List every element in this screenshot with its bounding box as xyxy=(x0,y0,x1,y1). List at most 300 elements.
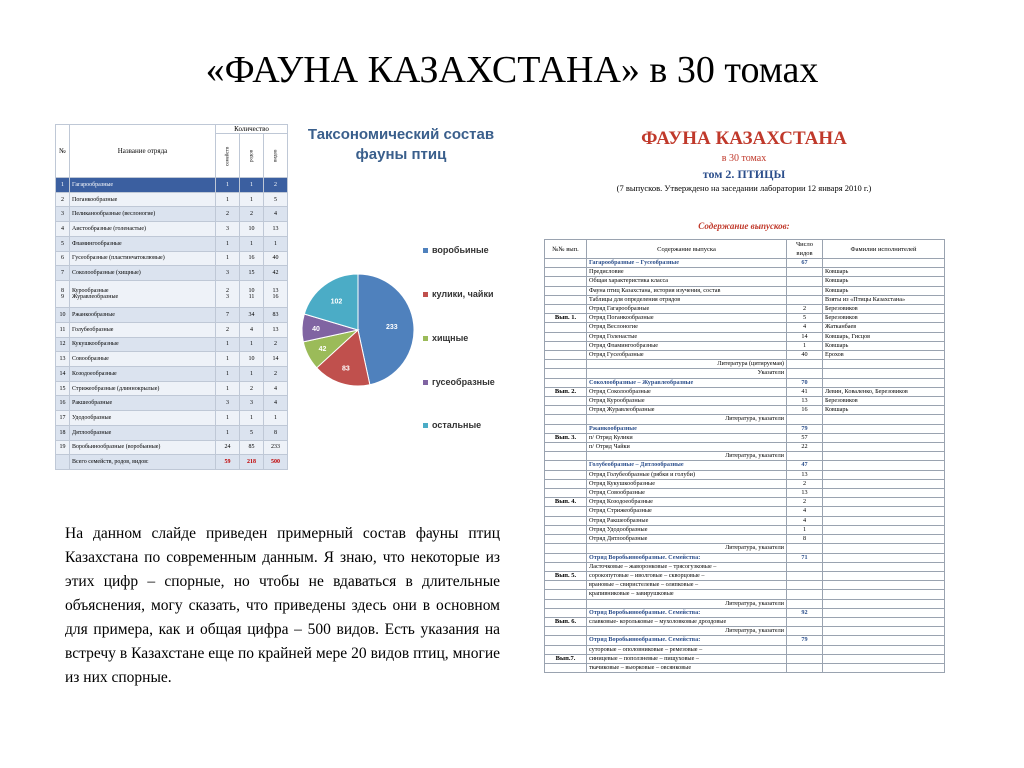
authors-cell xyxy=(823,535,945,544)
count-cell xyxy=(787,617,823,626)
count-cell: 71 xyxy=(787,553,823,562)
table-row xyxy=(545,461,945,470)
order-no-cell: 8 9 xyxy=(56,280,70,307)
order-name-cell: Удодообразные xyxy=(70,411,216,426)
genera-cell: 16 xyxy=(240,251,264,266)
vyp-cell: Вып. 5. xyxy=(545,571,587,580)
vyp-cell xyxy=(545,553,587,562)
vyp-cell xyxy=(545,277,587,286)
count-cell xyxy=(787,654,823,663)
table-row xyxy=(545,314,945,323)
content-cell: Отряд Кукушкообразные xyxy=(587,479,787,488)
vyp-cell xyxy=(545,268,587,277)
genera-cell: 15 xyxy=(240,266,264,281)
order-no-cell: 12 xyxy=(56,337,70,352)
order-no-cell: 6 xyxy=(56,251,70,266)
authors-cell: Ковшарь xyxy=(823,286,945,295)
count-cell xyxy=(787,599,823,608)
authors-cell: Левин, Коваленко, Березовиков xyxy=(823,387,945,396)
species-cell: 13 xyxy=(264,322,288,337)
count-cell: 2 xyxy=(787,479,823,488)
authors-cell xyxy=(823,507,945,516)
table-row xyxy=(545,397,945,406)
authors-cell xyxy=(823,663,945,672)
vyp-cell xyxy=(545,461,587,470)
table-row xyxy=(545,590,945,599)
authors-cell xyxy=(823,470,945,479)
authors-cell: Ковшарь, Гисцов xyxy=(823,332,945,341)
families-cell: 3 xyxy=(216,222,240,237)
vyp-cell xyxy=(545,424,587,433)
pie-data-label: 233 xyxy=(385,323,398,331)
order-name-cell: Аистообразные (голенастые) xyxy=(70,222,216,237)
table-row xyxy=(545,305,945,314)
order-name-cell: Соколообразные (хищные) xyxy=(70,266,216,281)
col-no-header: № xyxy=(56,125,70,178)
content-cell: синицевые – поползневые – пищуховые – xyxy=(587,654,787,663)
families-cell: 1 xyxy=(216,236,240,251)
col-species-header: видов xyxy=(264,134,288,178)
legend-label: хищные xyxy=(432,333,469,343)
pie-data-label: 83 xyxy=(341,365,350,373)
count-cell: 13 xyxy=(787,470,823,479)
species-cell: 5 xyxy=(264,192,288,207)
vyp-cell xyxy=(545,259,587,268)
content-cell: Отряд Стрижеобразные xyxy=(587,507,787,516)
count-cell: 41 xyxy=(787,387,823,396)
families-cell: 7 xyxy=(216,308,240,323)
table-row xyxy=(545,617,945,626)
vyp-cell: Вып.7. xyxy=(545,654,587,663)
pie-data-label: 40 xyxy=(312,325,320,333)
count-cell: 1 xyxy=(787,525,823,534)
table-row xyxy=(56,207,288,222)
pie-chart xyxy=(298,270,418,390)
count-cell: 67 xyxy=(787,259,823,268)
order-no-cell: 10 xyxy=(56,308,70,323)
order-name-cell: Голубеобразные xyxy=(70,322,216,337)
content-cell: Литература, указатели xyxy=(587,627,787,636)
vyp-cell xyxy=(545,406,587,415)
families-cell: 1 xyxy=(216,251,240,266)
authors-cell xyxy=(823,571,945,580)
content-cell: Отряд Воробьинообразные. Семейства: xyxy=(587,553,787,562)
vyp-cell xyxy=(545,415,587,424)
species-cell: 2 xyxy=(264,367,288,382)
order-no-cell: 16 xyxy=(56,396,70,411)
vyp-cell xyxy=(545,645,587,654)
vyp-cell xyxy=(545,663,587,672)
authors-cell xyxy=(823,544,945,553)
table-row xyxy=(545,351,945,360)
table-row xyxy=(545,443,945,452)
families-cell: 2 xyxy=(216,207,240,222)
order-no-cell: 18 xyxy=(56,425,70,440)
count-cell: 4 xyxy=(787,323,823,332)
table-row xyxy=(56,367,288,382)
legend-item xyxy=(423,289,493,299)
col-content-header: Содержание выпуска xyxy=(587,240,787,259)
authors-cell xyxy=(823,617,945,626)
content-cell: Таблицы для определения отрядов xyxy=(587,295,787,304)
table-row xyxy=(545,553,945,562)
genera-cell: 10 xyxy=(240,222,264,237)
content-cell: Отряд Журавлеобразные xyxy=(587,406,787,415)
count-cell: 79 xyxy=(787,424,823,433)
table-row xyxy=(545,627,945,636)
table-row xyxy=(56,192,288,207)
count-cell: 40 xyxy=(787,351,823,360)
vyp-cell xyxy=(545,516,587,525)
table-row xyxy=(545,433,945,442)
vyp-cell xyxy=(545,507,587,516)
content-cell: Отряд Воробьинообразные. Семейства: xyxy=(587,608,787,617)
content-cell: Отряд Фламингообразные xyxy=(587,341,787,350)
genera-cell: 10 11 xyxy=(240,280,264,307)
authors-cell xyxy=(823,590,945,599)
vyp-cell xyxy=(545,378,587,387)
col-count-header: Число видов xyxy=(787,240,823,259)
content-cell: врановые – свиристелевые – оляпковые – xyxy=(587,581,787,590)
table-row xyxy=(56,280,288,307)
table-row xyxy=(545,599,945,608)
pie-data-label: 102 xyxy=(330,298,343,306)
families-cell: 3 xyxy=(216,396,240,411)
count-cell: 4 xyxy=(787,507,823,516)
species-cell: 2 xyxy=(264,337,288,352)
table-row xyxy=(545,406,945,415)
genera-cell: 1 xyxy=(240,192,264,207)
genera-cell: 1 xyxy=(240,178,264,193)
legend-swatch xyxy=(423,423,428,428)
table-row xyxy=(545,636,945,645)
families-cell: 1 xyxy=(216,352,240,367)
species-cell: 83 xyxy=(264,308,288,323)
genera-cell: 1 xyxy=(240,236,264,251)
table-row xyxy=(56,337,288,352)
table-row xyxy=(545,544,945,553)
count-cell: 14 xyxy=(787,332,823,341)
count-cell: 5 xyxy=(787,314,823,323)
count-cell: 2 xyxy=(787,305,823,314)
order-no-cell: 19 xyxy=(56,440,70,455)
authors-cell: Ковшарь xyxy=(823,268,945,277)
order-no-cell: 2 xyxy=(56,192,70,207)
genera-cell: 34 xyxy=(240,308,264,323)
content-cell: Отряд Дятлообразные xyxy=(587,535,787,544)
col-families-header: семейств xyxy=(216,134,240,178)
count-cell: 70 xyxy=(787,378,823,387)
count-cell xyxy=(787,286,823,295)
vyp-cell xyxy=(545,351,587,360)
table-row xyxy=(56,222,288,237)
vyp-cell: Вып. 3. xyxy=(545,433,587,442)
order-no-cell: 11 xyxy=(56,322,70,337)
col-vyp-header: №№ вып. xyxy=(545,240,587,259)
authors-cell xyxy=(823,369,945,378)
order-name-cell: Поганкообразные xyxy=(70,192,216,207)
authors-cell xyxy=(823,562,945,571)
doc-contents-label: Содержание выпусков: xyxy=(698,221,790,231)
table-row xyxy=(545,516,945,525)
families-cell: 1 xyxy=(216,411,240,426)
legend-item xyxy=(423,420,481,430)
count-cell xyxy=(787,452,823,461)
authors-cell xyxy=(823,516,945,525)
content-cell: Литература, указатели xyxy=(587,452,787,461)
order-name-cell: Гусеобразные (пластинчатоклювые) xyxy=(70,251,216,266)
authors-cell xyxy=(823,525,945,534)
legend-item xyxy=(423,245,489,255)
content-cell: Предисловие xyxy=(587,268,787,277)
total-species-cell: 500 xyxy=(264,455,288,470)
genera-cell: 1 xyxy=(240,367,264,382)
vyp-cell xyxy=(545,397,587,406)
slide-title: «ФАУНА КАЗАХСТАНА» в 30 томах xyxy=(205,49,819,91)
count-cell: 79 xyxy=(787,636,823,645)
table-row xyxy=(56,381,288,396)
vyp-cell xyxy=(545,286,587,295)
species-cell: 4 xyxy=(264,396,288,411)
orders-body xyxy=(56,178,288,470)
count-cell xyxy=(787,277,823,286)
count-cell: 1 xyxy=(787,341,823,350)
count-cell xyxy=(787,571,823,580)
table-row xyxy=(545,387,945,396)
authors-cell: Ковшарь xyxy=(823,406,945,415)
authors-cell xyxy=(823,636,945,645)
order-name-cell: Стрижеобразные (длиннокрылые) xyxy=(70,381,216,396)
authors-cell: Березовиков xyxy=(823,397,945,406)
count-cell: 13 xyxy=(787,489,823,498)
content-cell: Отряд Ракшеобразные xyxy=(587,516,787,525)
vyp-cell xyxy=(545,341,587,350)
table-row xyxy=(545,360,945,369)
order-no-cell: 4 xyxy=(56,222,70,237)
content-cell: п/ Отряд Кулики xyxy=(587,433,787,442)
total-families-cell: 59 xyxy=(216,455,240,470)
count-cell xyxy=(787,369,823,378)
total-row xyxy=(56,455,288,470)
count-cell xyxy=(787,415,823,424)
total-genera-cell: 218 xyxy=(240,455,264,470)
table-row xyxy=(545,479,945,488)
vyp-cell xyxy=(545,443,587,452)
content-cell: Отряд Гагарообразные xyxy=(587,305,787,314)
count-cell: 92 xyxy=(787,608,823,617)
content-cell: Литература, указатели xyxy=(587,415,787,424)
vyp-cell: Вып. 4. xyxy=(545,498,587,507)
families-cell: 1 xyxy=(216,425,240,440)
legend-swatch xyxy=(423,292,428,297)
table-row xyxy=(56,266,288,281)
table-row xyxy=(56,396,288,411)
authors-cell xyxy=(823,452,945,461)
content-cell: крапивниковые – завирушковые xyxy=(587,590,787,599)
order-name-cell: Пеликанообразные (веслоногие) xyxy=(70,207,216,222)
content-cell: Отряд Поганкообразные xyxy=(587,314,787,323)
order-no-cell: 1 xyxy=(56,178,70,193)
legend-label: остальные xyxy=(432,420,482,430)
table-row xyxy=(545,323,945,332)
order-no-cell: 17 xyxy=(56,411,70,426)
authors-cell xyxy=(823,360,945,369)
content-cell: Отряд Голубеобразные (рябки и голуби) xyxy=(587,470,787,479)
content-cell: Указатели xyxy=(587,369,787,378)
vyp-cell: Вып. 6. xyxy=(545,617,587,626)
vyp-cell xyxy=(545,452,587,461)
authors-cell: Березовиков xyxy=(823,314,945,323)
count-cell xyxy=(787,544,823,553)
content-cell: Ласточковые – жаворонковые – трясогузковые – xyxy=(587,562,787,571)
vyp-cell: Вып. 2. xyxy=(545,387,587,396)
vyp-cell: Вып. 1. xyxy=(545,314,587,323)
families-cell: 2 3 xyxy=(216,280,240,307)
total-spacer-cell xyxy=(56,455,70,470)
table-row xyxy=(56,352,288,367)
genera-cell: 1 xyxy=(240,411,264,426)
vyp-cell xyxy=(545,479,587,488)
vyp-cell xyxy=(545,636,587,645)
body-text: На данном слайде приведен примерный состав фауны птиц Казахстана по современным данным. Я знаю, что некоторые из этих цифр – спорные, но чтобы не вдаваться в длительные объяснения, могу сказать, что приведены здесь они в основном для примера, как и общая цифра – 500 видов. Есть указания на встречу в Казахстане еще по крайней мере 20 видов птиц, многие из них спорные. xyxy=(65,525,500,686)
table-row xyxy=(56,425,288,440)
vyp-cell xyxy=(545,608,587,617)
order-name-cell: Козодоеобразные xyxy=(70,367,216,382)
content-cell: Отряд Совообразные xyxy=(587,489,787,498)
content-cell: сорокопутовые – иволговые – скворцовые – xyxy=(587,571,787,580)
total-label-cell: Всего семейств, родов, видов: xyxy=(70,455,216,470)
count-cell xyxy=(787,562,823,571)
col-name-header: Название отряда xyxy=(70,125,216,178)
count-cell xyxy=(787,590,823,599)
table-row xyxy=(545,424,945,433)
table-row xyxy=(545,562,945,571)
table-row xyxy=(56,178,288,193)
table-row xyxy=(545,654,945,663)
order-name-cell: Кукушкообразные xyxy=(70,337,216,352)
order-no-cell: 14 xyxy=(56,367,70,382)
content-cell: Литература, указатели xyxy=(587,544,787,553)
count-cell xyxy=(787,268,823,277)
content-cell: Литература (цитируемая) xyxy=(587,360,787,369)
families-cell: 1 xyxy=(216,337,240,352)
table-row xyxy=(545,452,945,461)
authors-cell: Ерохов xyxy=(823,351,945,360)
vyp-cell xyxy=(545,360,587,369)
order-name-cell: Ржанкообразные xyxy=(70,308,216,323)
families-cell: 1 xyxy=(216,192,240,207)
species-cell: 2 xyxy=(264,178,288,193)
content-cell: суторовые – ополовниковые – ремезовые – xyxy=(587,645,787,654)
chart-title: Таксономический состав фауны птиц xyxy=(307,126,495,163)
order-no-cell: 3 xyxy=(56,207,70,222)
count-cell xyxy=(787,360,823,369)
genera-cell: 2 xyxy=(240,381,264,396)
count-cell xyxy=(787,295,823,304)
vyp-cell xyxy=(545,544,587,553)
table-row xyxy=(545,369,945,378)
col-authors-header: Фамилии исполнителей xyxy=(823,240,945,259)
order-name-cell: Совообразные xyxy=(70,352,216,367)
species-cell: 13 xyxy=(264,222,288,237)
table-row xyxy=(545,645,945,654)
table-row xyxy=(56,440,288,455)
authors-cell: Жатканбаев xyxy=(823,323,945,332)
table-row xyxy=(545,332,945,341)
table-row xyxy=(545,378,945,387)
authors-cell xyxy=(823,461,945,470)
col-genera-header: родов xyxy=(240,134,264,178)
order-name-cell: Гагарообразные xyxy=(70,178,216,193)
table-row xyxy=(56,236,288,251)
species-cell: 14 xyxy=(264,352,288,367)
content-cell: Соколообразные – Журавлеобразные xyxy=(587,378,787,387)
genera-cell: 10 xyxy=(240,352,264,367)
order-no-cell: 15 xyxy=(56,381,70,396)
authors-cell xyxy=(823,415,945,424)
families-cell: 1 xyxy=(216,381,240,396)
count-cell: 57 xyxy=(787,433,823,442)
species-cell: 233 xyxy=(264,440,288,455)
content-cell: славковые- корольковые – мухоловковые дроздовые xyxy=(587,617,787,626)
order-name-cell: Дятлообразные xyxy=(70,425,216,440)
table-row xyxy=(56,411,288,426)
count-cell: 8 xyxy=(787,535,823,544)
species-cell: 40 xyxy=(264,251,288,266)
table-row xyxy=(56,322,288,337)
order-name-cell: Ракшеобразные xyxy=(70,396,216,411)
table-row xyxy=(545,525,945,534)
table-row xyxy=(545,415,945,424)
col-quantity-header: Количество xyxy=(216,125,288,134)
table-row xyxy=(56,308,288,323)
doc-subtitle-volumes: в 30 томах xyxy=(721,153,767,164)
content-cell: Ржанкообразные xyxy=(587,424,787,433)
authors-cell xyxy=(823,378,945,387)
legend-label: кулики, чайки xyxy=(432,289,494,299)
table-row xyxy=(545,498,945,507)
table-row xyxy=(545,581,945,590)
content-cell: ткачиковые – вьюрковые – овсянковые xyxy=(587,663,787,672)
legend-item xyxy=(423,333,468,343)
vyp-cell xyxy=(545,305,587,314)
content-cell: Отряд Курообразные xyxy=(587,397,787,406)
authors-cell: Березовиков xyxy=(823,305,945,314)
vyp-cell xyxy=(545,562,587,571)
authors-cell xyxy=(823,581,945,590)
families-cell: 1 xyxy=(216,367,240,382)
legend-swatch xyxy=(423,336,428,341)
vyp-cell xyxy=(545,489,587,498)
order-name-cell: Фламингообразные xyxy=(70,236,216,251)
species-cell: 4 xyxy=(264,207,288,222)
authors-cell xyxy=(823,608,945,617)
species-cell: 42 xyxy=(264,266,288,281)
authors-cell xyxy=(823,259,945,268)
vyp-cell xyxy=(545,627,587,636)
authors-cell xyxy=(823,479,945,488)
vyp-cell xyxy=(545,470,587,479)
content-cell: Отряд Козодоеобразные xyxy=(587,498,787,507)
legend-swatch xyxy=(423,380,428,385)
genera-cell: 1 xyxy=(240,337,264,352)
content-cell: Отряд Голенастые xyxy=(587,332,787,341)
vyp-cell xyxy=(545,581,587,590)
vyp-cell xyxy=(545,599,587,608)
table-row xyxy=(545,286,945,295)
species-cell: 4 xyxy=(264,381,288,396)
legend-item xyxy=(423,377,495,387)
